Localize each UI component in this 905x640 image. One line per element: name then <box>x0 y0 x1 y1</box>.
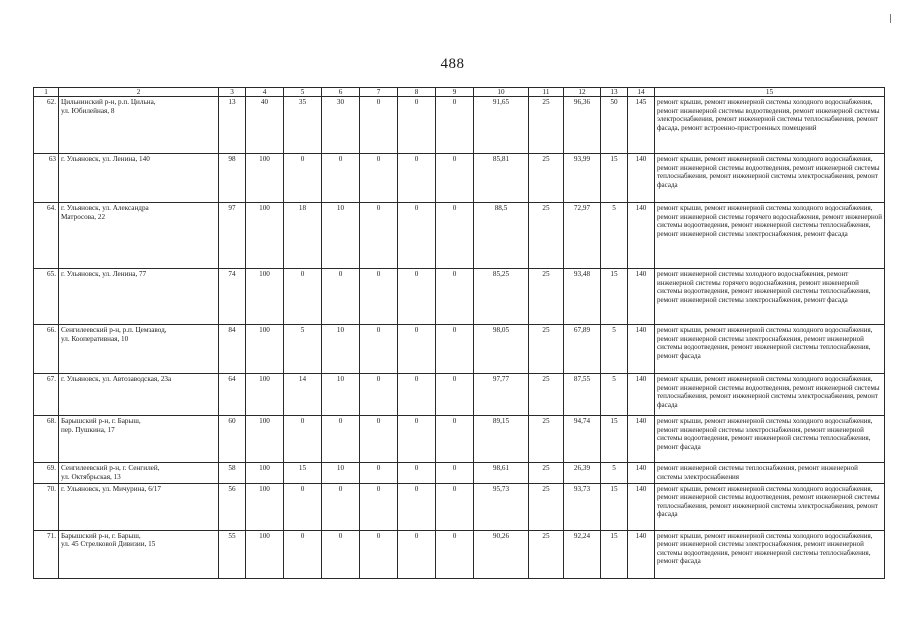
address-line: Барышский р-н, г. Барыш, <box>61 531 141 540</box>
value-cell-c9: 0 <box>436 463 474 484</box>
address-line: ул. Октябрьская, 13 <box>61 472 121 481</box>
value-cell-c13: 15 <box>601 416 628 463</box>
works-cell: ремонт крыши, ремонт инженерной системы холодного водоснабжения, ремонт инженерной системы электроснабжения, ремонт инженерной системы водоотведения, ремонт инженерной системы теплоснабжения, ремонт фасада <box>655 416 885 463</box>
value-cell-c14: 145 <box>628 97 655 154</box>
value-cell-c12: 87,55 <box>564 374 601 416</box>
row-number: 68. <box>34 416 59 463</box>
address-line: г. Ульяновск, ул. Ленина, 140 <box>61 155 150 163</box>
table-body <box>34 97 885 579</box>
value-cell-c12: 72,97 <box>564 203 601 269</box>
address-cell <box>59 203 219 269</box>
address-cell <box>59 269 219 325</box>
col-header: 11 <box>529 88 564 97</box>
address-cell <box>59 154 219 203</box>
table-row <box>34 374 885 416</box>
table-row <box>34 325 885 374</box>
value-cell-c11: 25 <box>529 463 564 484</box>
value-cell-c8: 0 <box>398 269 436 325</box>
works-cell: ремонт крыши, ремонт инженерной системы холодного водоснабжения, ремонт инженерной системы горячего водоснабжения, ремонт инженерной системы водоотведения, ремонт инженерной системы теплоснабжения, ремонт инженерной системы электроснабжения, ремонт фасада <box>655 203 885 269</box>
value-cell-c13: 15 <box>601 483 628 530</box>
value-cell-c5: 0 <box>284 269 322 325</box>
value-cell-c5: 5 <box>284 325 322 374</box>
value-cell-c8: 0 <box>398 203 436 269</box>
value-cell-c14: 140 <box>628 416 655 463</box>
scan-mark <box>890 14 891 23</box>
value-cell-c12: 67,89 <box>564 325 601 374</box>
value-cell-c7: 0 <box>360 483 398 530</box>
value-cell-c6: 10 <box>322 463 360 484</box>
row-number: 69. <box>34 463 59 484</box>
value-cell-c6: 10 <box>322 374 360 416</box>
value-cell-c7: 0 <box>360 97 398 154</box>
value-cell-c14: 140 <box>628 269 655 325</box>
value-cell-c10: 98,61 <box>474 463 529 484</box>
value-cell-c4: 100 <box>246 483 284 530</box>
table-row <box>34 154 885 203</box>
table-row <box>34 203 885 269</box>
value-cell-c7: 0 <box>360 530 398 578</box>
value-cell-c6: 0 <box>322 416 360 463</box>
value-cell-c11: 25 <box>529 374 564 416</box>
value-cell-c13: 15 <box>601 269 628 325</box>
value-cell-c12: 93,48 <box>564 269 601 325</box>
row-number: 71. <box>34 530 59 578</box>
address-line: г. Ульяновск, ул. Автозаводская, 23а <box>61 375 172 383</box>
value-cell-c11: 25 <box>529 269 564 325</box>
value-cell-c4: 100 <box>246 269 284 325</box>
address-line: г. Ульяновск, ул. Ленина, 77 <box>61 270 147 278</box>
table-header-row <box>34 88 885 97</box>
value-cell-c10: 98,05 <box>474 325 529 374</box>
row-number: 64. <box>34 203 59 269</box>
value-cell-c9: 0 <box>436 483 474 530</box>
works-cell: ремонт крыши, ремонт инженерной системы холодного водоснабжения, ремонт инженерной системы водоотведения, ремонт инженерной системы электроснабжения, ремонт инженерной системы теплоснабжения, ремонт фасада, ремонт встроенно-пристроенных помещений <box>655 97 885 154</box>
table-row <box>34 97 885 154</box>
value-cell-c12: 92,24 <box>564 530 601 578</box>
value-cell-c14: 140 <box>628 154 655 203</box>
row-number: 65. <box>34 269 59 325</box>
value-cell-c8: 0 <box>398 530 436 578</box>
value-cell-c7: 0 <box>360 203 398 269</box>
col-header: 12 <box>564 88 601 97</box>
value-cell-c9: 0 <box>436 203 474 269</box>
row-number: 62. <box>34 97 59 154</box>
address-line: г. Ульяновск, ул. Мичурина, 6/17 <box>61 484 161 493</box>
value-cell-c8: 0 <box>398 325 436 374</box>
value-cell-c14: 140 <box>628 203 655 269</box>
value-cell-c4: 100 <box>246 325 284 374</box>
row-number: 70. <box>34 483 59 530</box>
col-header: 8 <box>398 88 436 97</box>
address-line: ул. Юбилейная, 8 <box>61 106 115 115</box>
value-cell-c14: 140 <box>628 463 655 484</box>
value-cell-c10: 85,81 <box>474 154 529 203</box>
works-cell: ремонт инженерной системы холодного водоснабжения, ремонт инженерной системы горячего водоснабжения, ремонт инженерной системы водоотведения, ремонт инженерной системы теплоснабжения, ремонт инженерной системы электроснабжения, ремонт фасада <box>655 269 885 325</box>
value-cell-c8: 0 <box>398 483 436 530</box>
value-cell-c13: 5 <box>601 374 628 416</box>
value-cell-c4: 100 <box>246 203 284 269</box>
value-cell-c13: 5 <box>601 203 628 269</box>
value-cell-c11: 25 <box>529 483 564 530</box>
value-cell-c6: 30 <box>322 97 360 154</box>
value-cell-c5: 35 <box>284 97 322 154</box>
value-cell-c10: 88,5 <box>474 203 529 269</box>
value-cell-c3: 74 <box>219 269 246 325</box>
address-line: Матросова, 22 <box>61 212 106 221</box>
value-cell-c14: 140 <box>628 374 655 416</box>
row-number: 67. <box>34 374 59 416</box>
address-line: Сенгилеевский р-н, р.п. Цемзавод, <box>61 326 167 334</box>
value-cell-c7: 0 <box>360 463 398 484</box>
address-cell <box>59 325 219 374</box>
value-cell-c13: 15 <box>601 530 628 578</box>
row-number: 63 <box>34 154 59 203</box>
value-cell-c4: 40 <box>246 97 284 154</box>
works-cell: ремонт крыши, ремонт инженерной системы холодного водоснабжения, ремонт инженерной системы водоотведения, ремонт инженерной системы теплоснабжения, ремонт инженерной системы электроснабжения, ремонт фасада <box>655 483 885 530</box>
value-cell-c11: 25 <box>529 154 564 203</box>
value-cell-c13: 5 <box>601 463 628 484</box>
value-cell-c4: 100 <box>246 154 284 203</box>
value-cell-c5: 0 <box>284 416 322 463</box>
col-header: 3 <box>219 88 246 97</box>
value-cell-c6: 0 <box>322 269 360 325</box>
works-cell: ремонт крыши, ремонт инженерной системы холодного водоснабжения, ремонт инженерной системы водоотведения, ремонт инженерной системы теплоснабжения, ремонт инженерной системы электроснабжения, ремонт фасада <box>655 154 885 203</box>
table-row <box>34 463 885 484</box>
value-cell-c8: 0 <box>398 463 436 484</box>
value-cell-c11: 25 <box>529 325 564 374</box>
value-cell-c5: 18 <box>284 203 322 269</box>
value-cell-c11: 25 <box>529 530 564 578</box>
value-cell-c4: 100 <box>246 416 284 463</box>
value-cell-c5: 14 <box>284 374 322 416</box>
table-row <box>34 483 885 530</box>
value-cell-c4: 100 <box>246 530 284 578</box>
col-header: 7 <box>360 88 398 97</box>
col-header: 2 <box>59 88 219 97</box>
value-cell-c12: 94,74 <box>564 416 601 463</box>
address-line: пер. Пушкина, 17 <box>61 425 115 434</box>
value-cell-c10: 90,26 <box>474 530 529 578</box>
value-cell-c14: 140 <box>628 530 655 578</box>
table-row <box>34 530 885 578</box>
address-line: Барышский р-н, г. Барыш, <box>61 417 141 425</box>
col-header: 9 <box>436 88 474 97</box>
value-cell-c7: 0 <box>360 416 398 463</box>
value-cell-c8: 0 <box>398 97 436 154</box>
col-header: 4 <box>246 88 284 97</box>
value-cell-c6: 0 <box>322 530 360 578</box>
value-cell-c10: 97,77 <box>474 374 529 416</box>
value-cell-c9: 0 <box>436 530 474 578</box>
row-number: 66. <box>34 325 59 374</box>
value-cell-c9: 0 <box>436 374 474 416</box>
value-cell-c8: 0 <box>398 416 436 463</box>
works-cell: ремонт крыши, ремонт инженерной системы холодного водоснабжения, ремонт инженерной системы электроснабжения, ремонт инженерной системы водоотведения, ремонт инженерной системы теплоснабжения, ремонт фасада <box>655 325 885 374</box>
value-cell-c14: 140 <box>628 483 655 530</box>
col-header: 15 <box>655 88 885 97</box>
address-cell <box>59 416 219 463</box>
value-cell-c8: 0 <box>398 154 436 203</box>
address-line: Цильнинский р-н, р.п. Цильна, <box>61 98 156 106</box>
value-cell-c13: 15 <box>601 154 628 203</box>
value-cell-c7: 0 <box>360 325 398 374</box>
value-cell-c4: 100 <box>246 374 284 416</box>
value-cell-c14: 140 <box>628 325 655 374</box>
value-cell-c3: 55 <box>219 530 246 578</box>
col-header: 6 <box>322 88 360 97</box>
value-cell-c13: 50 <box>601 97 628 154</box>
value-cell-c7: 0 <box>360 374 398 416</box>
value-cell-c10: 89,15 <box>474 416 529 463</box>
value-cell-c6: 10 <box>322 325 360 374</box>
value-cell-c11: 25 <box>529 416 564 463</box>
works-cell: ремонт инженерной системы теплоснабжения, ремонт инженерной системы электроснабжения <box>655 463 885 484</box>
value-cell-c3: 56 <box>219 483 246 530</box>
value-cell-c6: 0 <box>322 483 360 530</box>
value-cell-c3: 13 <box>219 97 246 154</box>
value-cell-c9: 0 <box>436 269 474 325</box>
value-cell-c6: 10 <box>322 203 360 269</box>
value-cell-c7: 0 <box>360 154 398 203</box>
col-header: 10 <box>474 88 529 97</box>
value-cell-c7: 0 <box>360 269 398 325</box>
address-line: Сенгилеевский р-н, г. Сенгилей, <box>61 464 160 472</box>
value-cell-c12: 26,39 <box>564 463 601 484</box>
value-cell-c3: 58 <box>219 463 246 484</box>
value-cell-c12: 96,36 <box>564 97 601 154</box>
value-cell-c10: 85,25 <box>474 269 529 325</box>
works-cell: ремонт крыши, ремонт инженерной системы холодного водоснабжения, ремонт инженерной системы водоотведения, ремонт инженерной системы теплоснабжения, ремонт инженерной системы электроснабжения, ремонт фасада <box>655 374 885 416</box>
value-cell-c6: 0 <box>322 154 360 203</box>
value-cell-c3: 97 <box>219 203 246 269</box>
value-cell-c11: 25 <box>529 97 564 154</box>
value-cell-c3: 84 <box>219 325 246 374</box>
address-line: г. Ульяновск, ул. Александра <box>61 204 149 212</box>
address-cell <box>59 97 219 154</box>
address-line: ул. Кооперативная, 10 <box>61 334 129 343</box>
value-cell-c9: 0 <box>436 325 474 374</box>
value-cell-c3: 98 <box>219 154 246 203</box>
col-header: 5 <box>284 88 322 97</box>
col-header: 1 <box>34 88 59 97</box>
value-cell-c5: 0 <box>284 154 322 203</box>
buildings-table <box>33 87 885 579</box>
value-cell-c11: 25 <box>529 203 564 269</box>
page-number: 488 <box>440 56 465 72</box>
value-cell-c3: 64 <box>219 374 246 416</box>
value-cell-c5: 0 <box>284 483 322 530</box>
value-cell-c13: 5 <box>601 325 628 374</box>
works-cell: ремонт крыши, ремонт инженерной системы холодного водоснабжения, ремонт инженерной системы электроснабжения, ремонт инженерной системы водоотведения, ремонт инженерной системы теплоснабжения, ремонт фасада <box>655 530 885 578</box>
value-cell-c10: 95,73 <box>474 483 529 530</box>
value-cell-c12: 93,99 <box>564 154 601 203</box>
table-row <box>34 269 885 325</box>
address-cell <box>59 463 219 484</box>
value-cell-c3: 60 <box>219 416 246 463</box>
col-header: 13 <box>601 88 628 97</box>
value-cell-c4: 100 <box>246 463 284 484</box>
address-line: ул. 45 Стрелковой Дивизии, 15 <box>61 540 156 549</box>
col-header: 14 <box>628 88 655 97</box>
value-cell-c8: 0 <box>398 374 436 416</box>
value-cell-c12: 93,73 <box>564 483 601 530</box>
address-cell <box>59 374 219 416</box>
value-cell-c9: 0 <box>436 416 474 463</box>
value-cell-c9: 0 <box>436 154 474 203</box>
value-cell-c9: 0 <box>436 97 474 154</box>
value-cell-c10: 91,65 <box>474 97 529 154</box>
address-cell <box>59 483 219 530</box>
value-cell-c5: 15 <box>284 463 322 484</box>
value-cell-c5: 0 <box>284 530 322 578</box>
table-row <box>34 416 885 463</box>
address-cell <box>59 530 219 578</box>
